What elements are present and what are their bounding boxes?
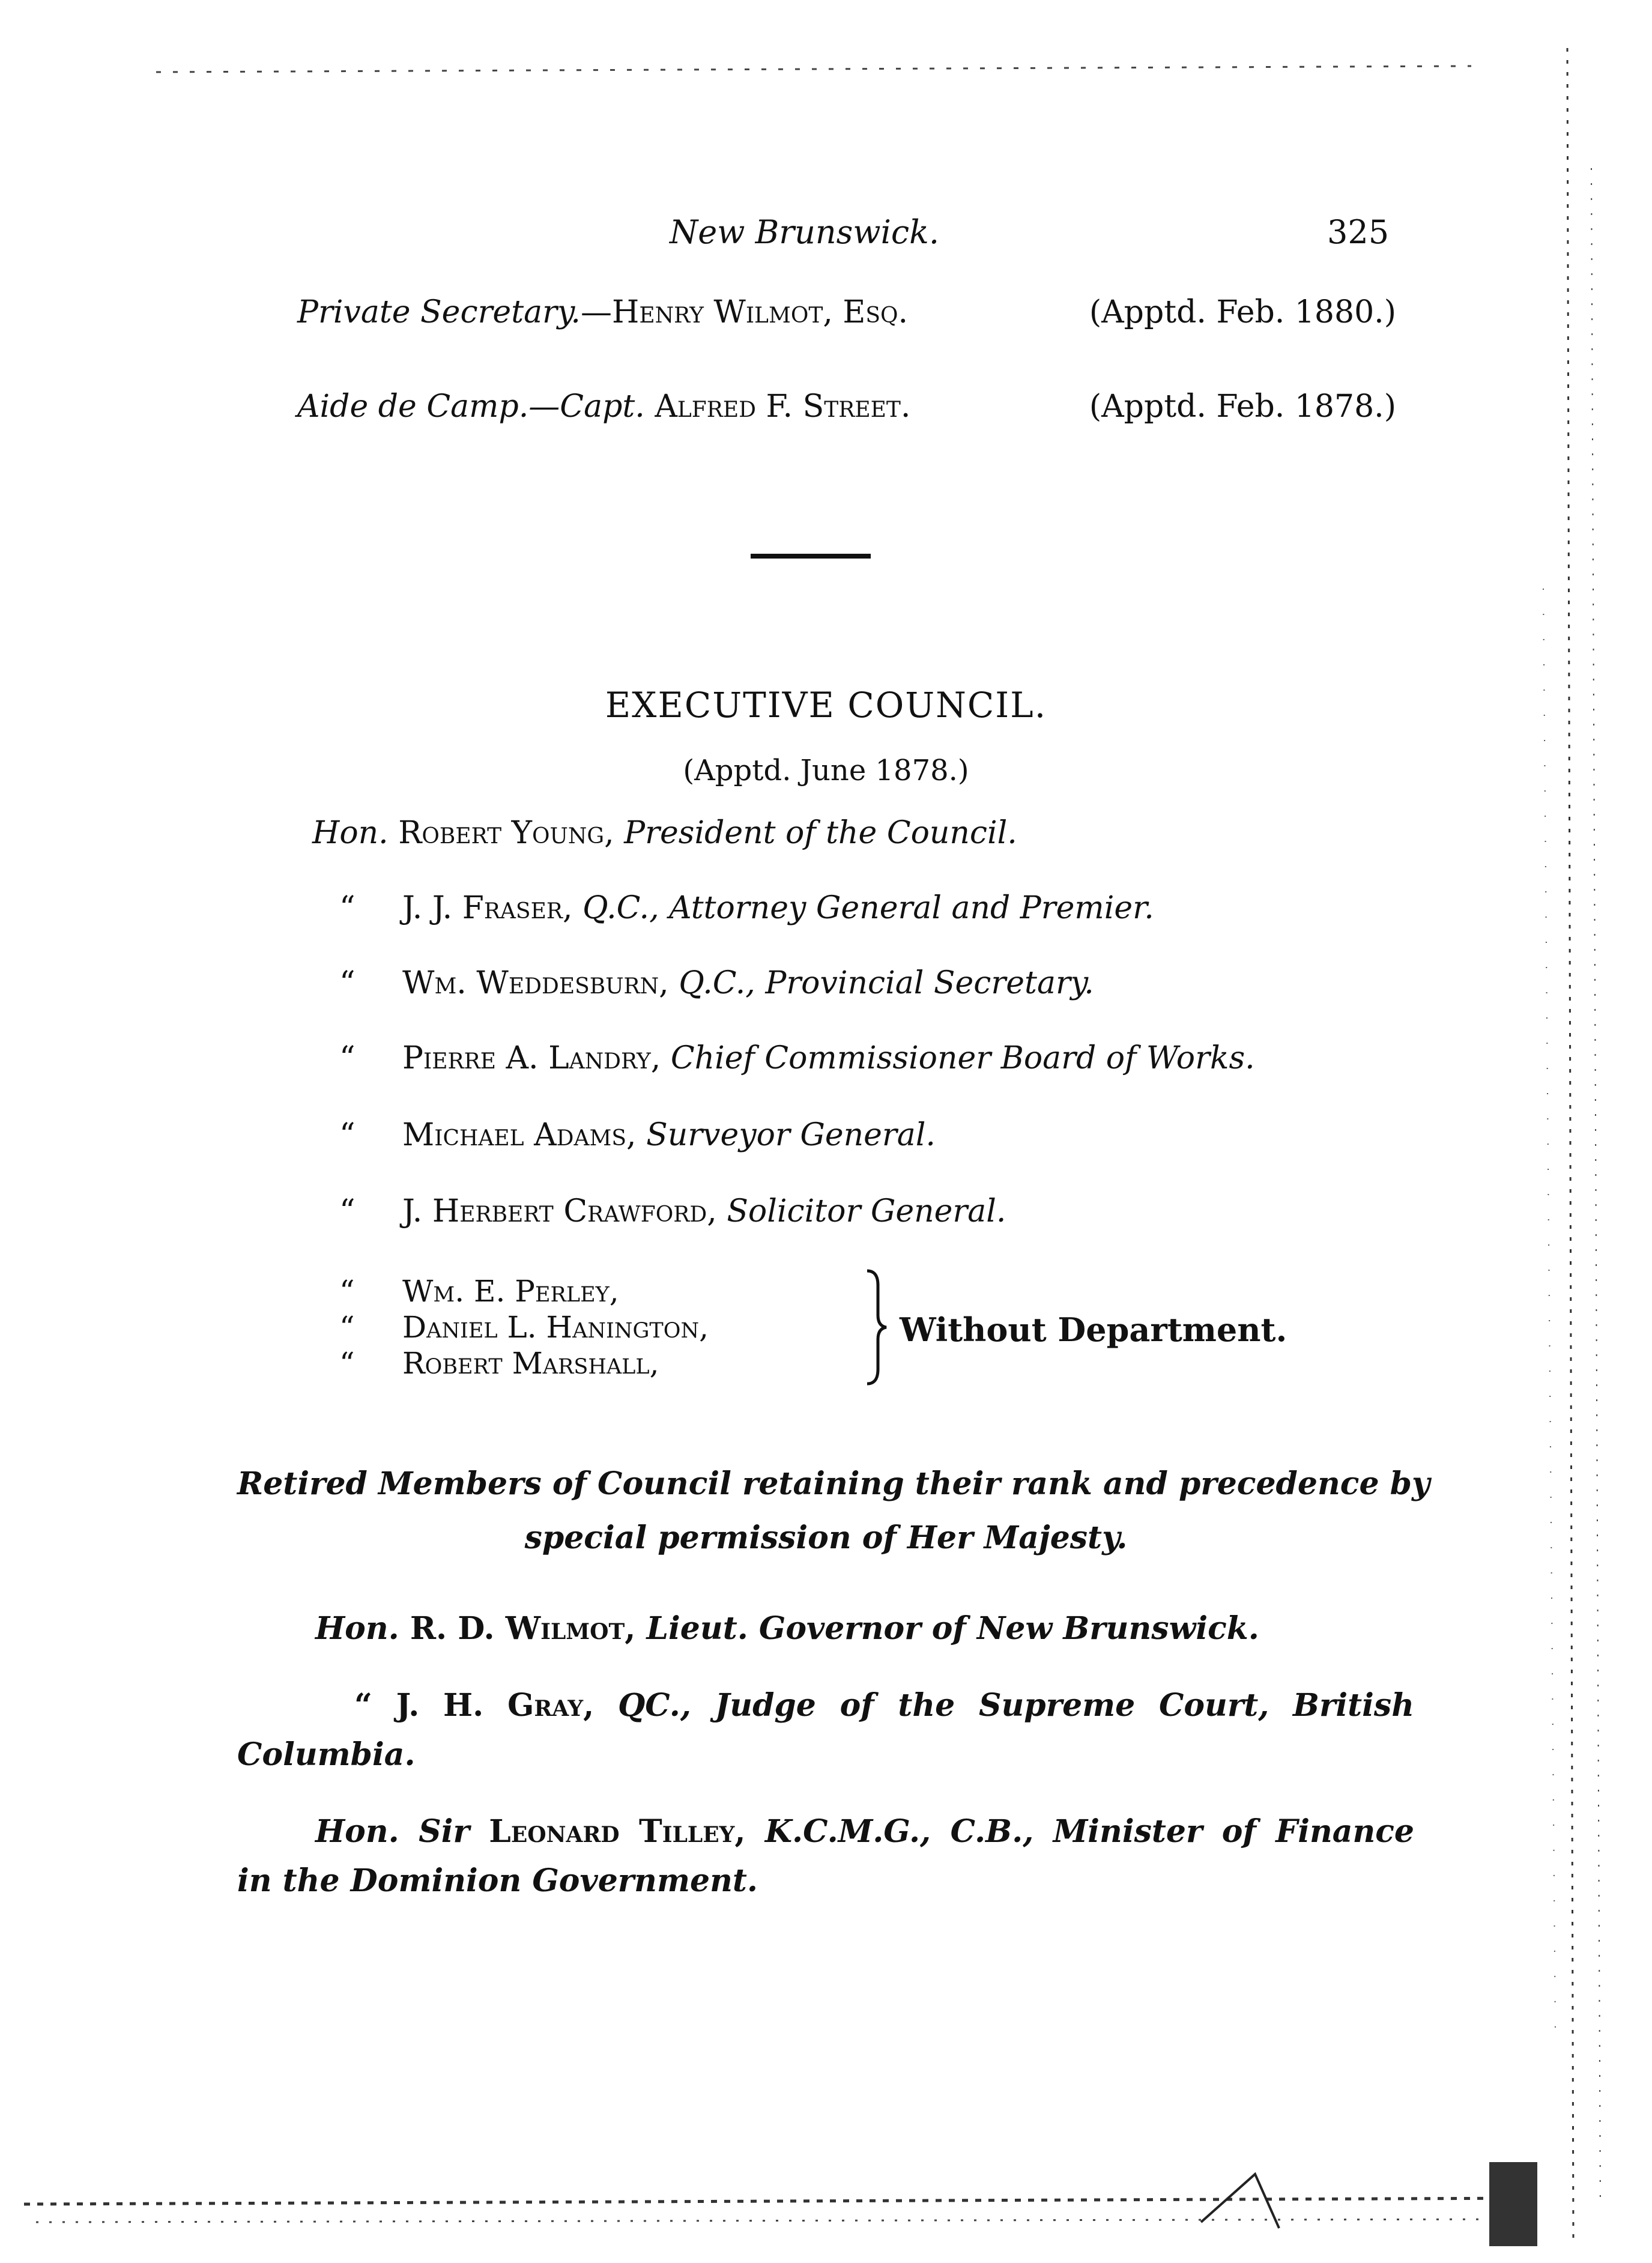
aide-de-camp-role: Aide de Camp. (297, 389, 529, 425)
aide-de-camp-rank: —Capt. (528, 389, 645, 425)
without-department-member (339, 1273, 619, 1309)
member-office: Chief Commissioner Board of Works. (670, 1040, 1255, 1076)
ditto-mark: “ (339, 1193, 356, 1229)
president-office: President of the Council. (624, 815, 1017, 851)
retired-prefix: Hon. (315, 1610, 399, 1647)
retired-name: Leonard Tilley, (489, 1813, 746, 1850)
member-name: Robert Marshall, (402, 1346, 659, 1381)
retired-heading-line2: special permission of Her Majesty. (524, 1519, 1128, 1556)
ditto-mark: “ (339, 965, 356, 1001)
member-office: Surveyor General. (646, 1117, 936, 1153)
private-secretary-appointed: (Apptd. Feb. 1880.) (1089, 294, 1396, 330)
retired-prefix: Hon. Sir (315, 1813, 470, 1850)
council-member (339, 889, 1154, 927)
ditto-mark: “ (339, 1117, 356, 1153)
retired-office: Judge of the Supreme Court, British (715, 1687, 1415, 1724)
council-date: (Apptd. June 1878.) (683, 754, 969, 787)
aide-de-camp-appointed: (Apptd. Feb. 1878.) (1089, 389, 1396, 425)
ditto-mark: “ (339, 890, 356, 926)
ditto-mark: “ (339, 1040, 356, 1076)
member-office: Provincial Secretary. (765, 965, 1094, 1001)
member-name: Wm. E. Perley, (402, 1274, 619, 1309)
scan-edge-right (1495, 48, 1615, 2240)
member-name: Wm. Weddesburn, (402, 965, 669, 1001)
right-brace (865, 1267, 889, 1387)
member-name: Pierre A. Landry, (402, 1040, 661, 1076)
scan-edge-top (0, 54, 1561, 90)
council-member (339, 964, 1094, 1002)
without-department-member (339, 1309, 709, 1345)
council-president (312, 814, 1017, 852)
without-department-member (339, 1345, 659, 1381)
president-prefix: Hon. (312, 815, 389, 851)
president-name: Robert Young, (398, 815, 614, 851)
without-department-label: Without Department. (900, 1310, 1287, 1349)
member-name: Daniel L. Hanington, (402, 1310, 709, 1345)
retired-member (315, 1813, 1414, 1851)
retired-member (315, 1610, 1259, 1648)
council-heading: EXECUTIVE COUNCIL. (605, 685, 1047, 726)
retired-member (354, 1686, 1414, 1725)
ditto-mark: “ (339, 1274, 355, 1309)
member-office: Solicitor General. (727, 1193, 1006, 1229)
retired-office-continuation: Columbia. (237, 1736, 416, 1773)
member-office: Attorney General and Premier. (669, 890, 1154, 926)
member-name: J. Herbert Crawford, (402, 1193, 717, 1229)
council-member (339, 1116, 936, 1154)
ditto-mark: “ (339, 1346, 355, 1381)
private-secretary-name: —Henry Wilmot, Esq. (580, 294, 909, 330)
aide-de-camp-line (297, 387, 1396, 426)
ditto-mark: “ (354, 1687, 372, 1724)
retired-office: Minister of Finance (1053, 1813, 1414, 1850)
retired-heading-line1: Retired Members of Council retaining their rank and precedence by (237, 1465, 1430, 1502)
member-title: Q.C., (679, 965, 755, 1001)
page-header-title: New Brunswick. (670, 213, 939, 251)
scan-edge-bottom (0, 2138, 1652, 2263)
retired-title: QC., (617, 1687, 691, 1724)
private-secretary-role: Private Secretary. (297, 294, 581, 330)
retired-office-continuation: in the Dominion Government. (237, 1862, 758, 1899)
council-member (339, 1192, 1006, 1231)
ditto-mark: “ (339, 1310, 355, 1345)
page-number: 325 (1327, 213, 1390, 251)
retired-name: J. H. Gray, (396, 1687, 595, 1724)
aide-de-camp-name: Alfred F. Street. (655, 389, 911, 425)
retired-title: K.C.M.G., C.B., (764, 1813, 1034, 1850)
member-name: Michael Adams, (402, 1117, 637, 1153)
retired-office: Lieut. Governor of New Brunswick. (646, 1610, 1259, 1647)
private-secretary-line (297, 293, 1396, 332)
retired-name: R. D. Wilmot, (410, 1610, 636, 1647)
section-divider (751, 554, 871, 559)
member-title: Q.C., (582, 890, 659, 926)
member-name: J. J. Fraser, (402, 890, 573, 926)
council-member (339, 1039, 1255, 1077)
